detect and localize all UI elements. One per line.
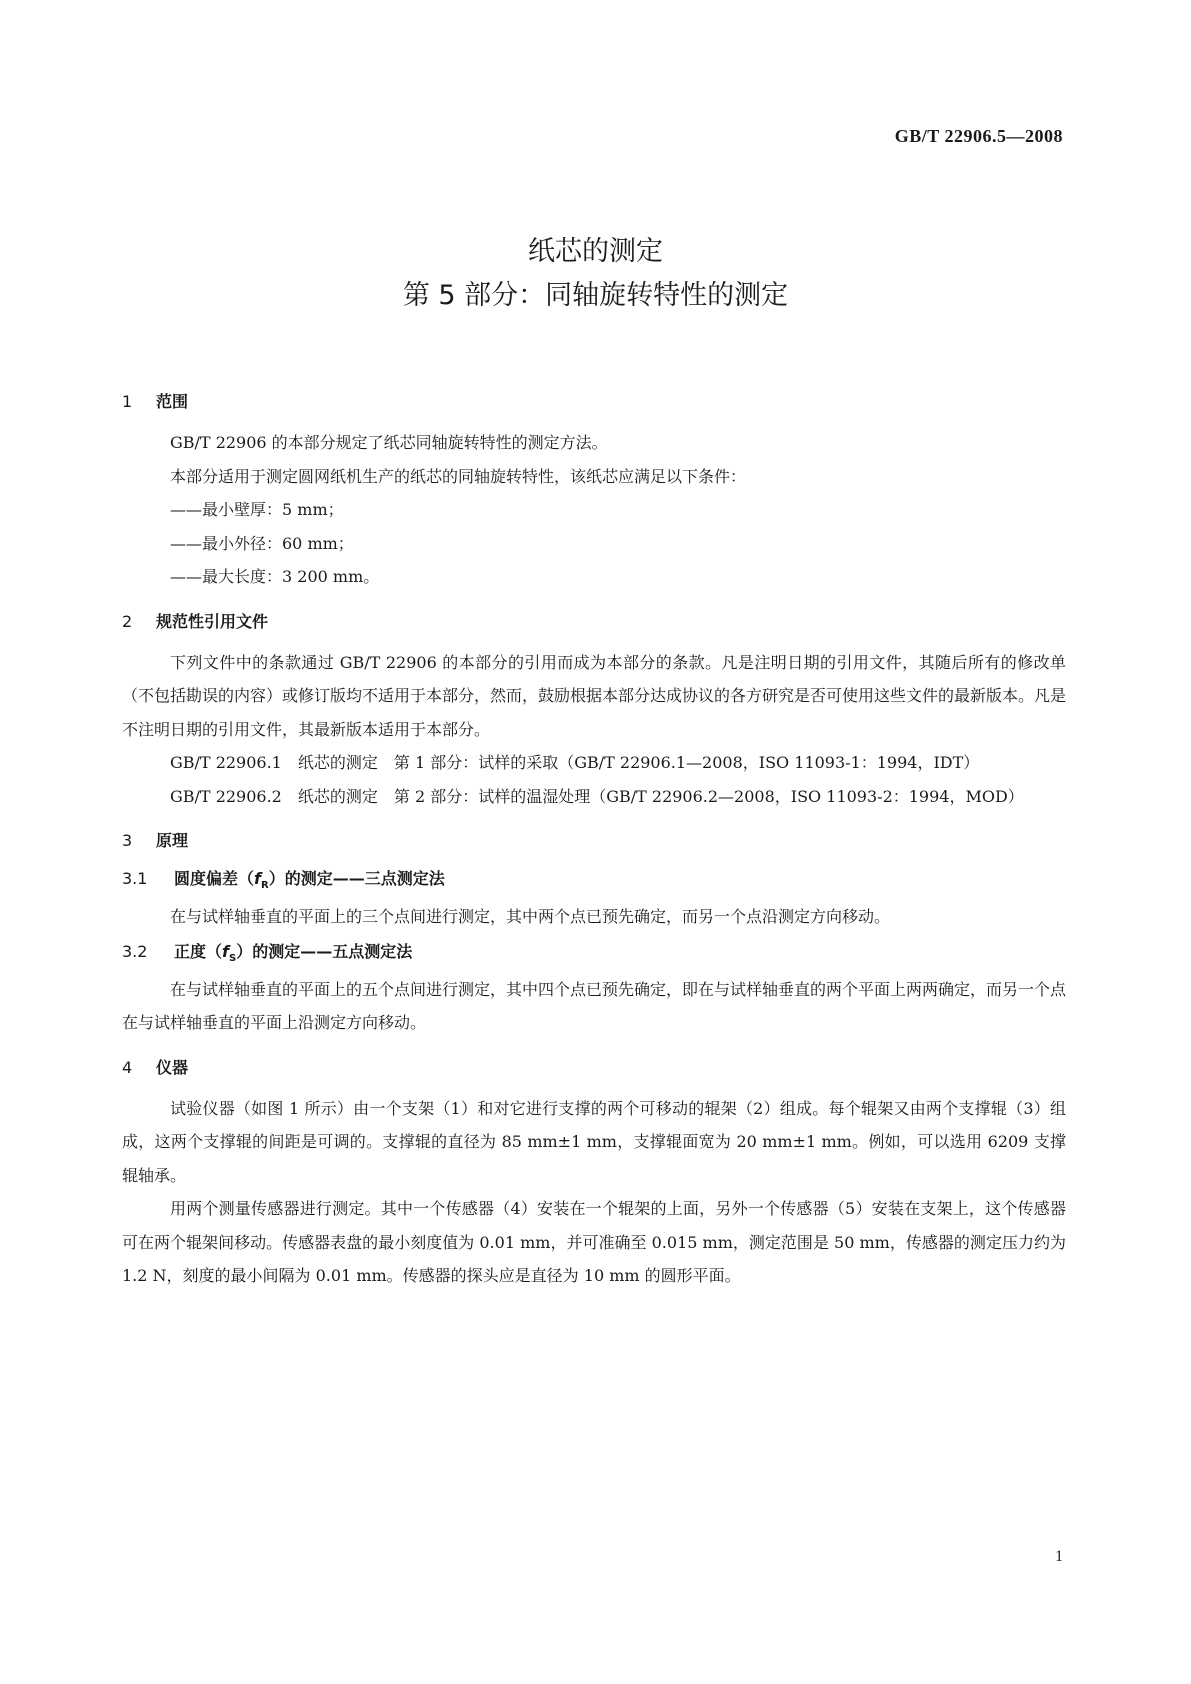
section-4-heading (122, 1054, 1066, 1082)
reference-item: GB/T 22906.1 纸芯的测定 第 1 部分：试样的采取（GB/T 22906.1—2008，ISO 11093-1：1994，IDT） (170, 753, 980, 772)
page-number: 1 (1055, 1548, 1063, 1565)
standard-code: GB/T 22906.5—2008 (894, 126, 1063, 146)
subsection-3-1-number: 3.1 (122, 869, 148, 888)
document-body (122, 388, 1066, 1293)
subsection-3-2-number: 3.2 (122, 941, 148, 961)
title-block (0, 230, 1191, 318)
section-4-paragraph-2: 用两个测量传感器进行测定。其中一个传感器（4）安装在一个辊架的上面，另外一个传感器（5）安装在支架上，这个传感器可在两个辊架间移动。传感器表盘的最小刻度值为 0.01 mm，并可准确至 0.015 mm，测定范围是 50 mm，传感器的测定压力约为 1.2 N，刻度的最小间隔为 0.01 mm。传感器的探头应是直径为 10 mm 的圆形平面。 (122, 1199, 1066, 1286)
section-4-paragraph-1: 试验仪器（如图 1 所示）由一个支架（1）和对它进行支撑的两个可移动的辊架（2）组成。每个辊架又由两个支撑辊（3）组成，这两个支撑辊的间距是可调的。支撑辊的直径为 85 mm±1 mm，支撑辊面宽为 20 mm±1 mm。例如，可以选用 6209 支撑辊轴承。 (122, 1098, 1066, 1185)
subsection-3-2-heading (122, 938, 1066, 973)
reference-item: GB/T 22906.2 纸芯的测定 第 2 部分：试样的温湿处理（GB/T 22906.2—2008，ISO 11093-2：1994，MOD） (170, 786, 1024, 806)
section-2-title: 规范性引用文件 (156, 611, 269, 631)
list-item: ——最大长度：3 200 mm。 (170, 567, 380, 586)
section-2-number: 2 (122, 611, 133, 631)
symbol-subscript: S (228, 952, 237, 964)
symbol-f: f (254, 869, 261, 888)
section-3-number: 3 (122, 831, 133, 850)
section-2-paragraph: 下列文件中的条款通过 GB/T 22906 的本部分的引用而成为本部分的条款。凡是注明日期的引用文件，其随后所有的修改单（不包括勘误的内容）或修订版均不适用于本部分，然而，鼓励根据本部分达成协议的各方研究是否可使用这些文件的最新版本。凡是不注明日期的引用文件，其最新版本适用于本部分。 (122, 652, 1067, 739)
section-1-number: 1 (122, 392, 133, 411)
title-main: 纸芯的测定 (528, 236, 663, 267)
list-item: ——最小外径：60 mm； (170, 533, 354, 553)
section-1-paragraph-1: GB/T 22906 的本部分规定了纸芯同轴旋转特性的测定方法。 (170, 433, 608, 452)
section-4-title: 仪器 (156, 1057, 189, 1077)
subsection-3-1-title-pre: 圆度偏差（ (174, 869, 255, 888)
title-subtitle: 第 5 部分：同轴旋转特性的测定 (402, 280, 789, 311)
section-3-title: 原理 (156, 831, 189, 850)
section-1-paragraph-2: 本部分适用于测定圆网纸机生产的纸芯的同轴旋转特性，该纸芯应满足以下条件： (170, 466, 747, 486)
symbol-subscript: R (260, 880, 269, 892)
symbol-f: f (222, 941, 229, 961)
section-1-heading (122, 388, 1066, 416)
list-item: ——最小壁厚：5 mm； (170, 500, 344, 519)
subsection-3-1-heading (122, 865, 1066, 900)
section-1-title: 范围 (156, 392, 189, 411)
section-4-number: 4 (122, 1057, 133, 1077)
subsection-3-2-title-pre: 正度（ (174, 941, 223, 961)
section-3-heading (122, 827, 1066, 855)
subsection-3-2-paragraph: 在与试样轴垂直的平面上的五个点间进行测定，其中四个点已预先确定，即在与试样轴垂直的两个平面上两两确定，而另一个点在与试样轴垂直的平面上沿测定方向移动。 (122, 979, 1067, 1033)
subsection-3-2-title-post: ）的测定——五点测定法 (236, 941, 413, 961)
section-2-heading (122, 608, 1066, 636)
subsection-3-1-paragraph: 在与试样轴垂直的平面上的三个点间进行测定，其中两个点已预先确定，而另一个点沿测定方向移动。 (170, 907, 891, 927)
subsection-3-1-title-post: ）的测定——三点测定法 (268, 869, 445, 888)
